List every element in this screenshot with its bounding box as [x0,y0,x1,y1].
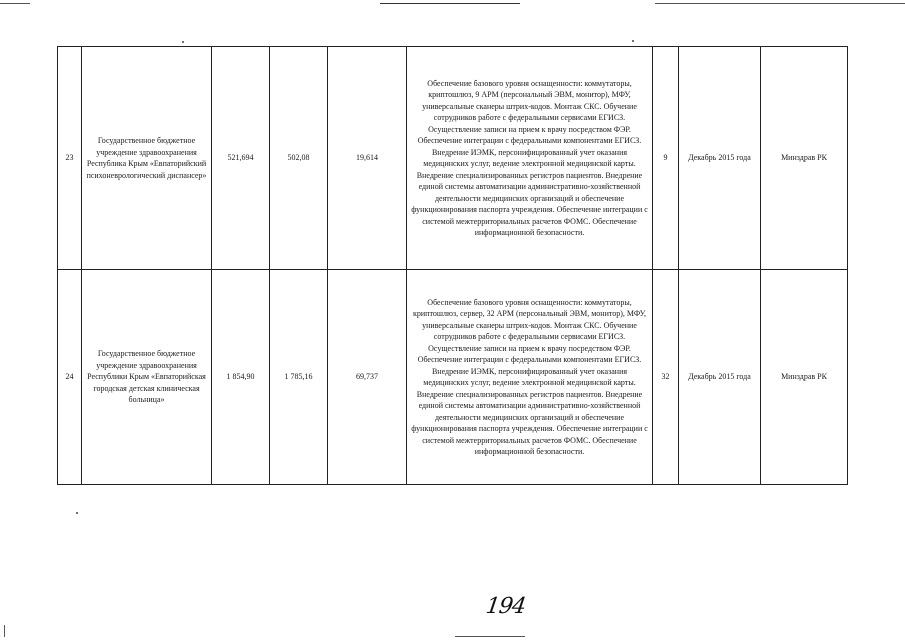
total-amount: 1 854,90 [212,270,270,485]
other-amount: 19,614 [328,47,407,270]
budget-amount: 1 785,16 [270,270,328,485]
budget-amount: 502,08 [270,47,328,270]
page-number: 194 [484,594,527,619]
scan-speck [632,40,634,42]
row-number: 23 [58,47,82,270]
workstation-count: 32 [653,270,679,485]
scan-line [655,3,905,4]
deadline: Декабрь 2015 года [679,270,761,485]
other-amount: 69,737 [328,270,407,485]
workstation-count: 9 [653,47,679,270]
document-table [57,46,848,485]
responsible-body: Минздрав РК [761,47,848,270]
scan-speck [76,512,78,514]
row-number: 24 [58,270,82,485]
deadline: Декабрь 2015 года [679,47,761,270]
scan-line [0,3,30,4]
table-row [58,47,848,270]
scan-line [455,636,525,637]
table-row [58,270,848,485]
scan-speck [182,41,184,43]
scan-line [380,3,520,4]
scan-line [4,625,5,637]
measures-description: Обеспечение базового уровня оснащенности: коммутаторы, криптошлюз, сервер, 32 АРМ (персональный ЭВМ, монитор), МФУ, универсальные сканеры штрих-кодов. Монтаж СКС. Обучение сотрудников работе с федеральными сервисами ЕГИСЗ. Осуществление записи на прием к врачу посредством ФЭР. Обеспечение интеграции с федеральными компонентами ЕГИСЗ. Внедрение ИЭМК, персонифицированный учет оказания медицинских услуг, ведение электронной медицинской карты. Внедрение специализированных регистров пациентов. Внедрение единой системы автоматизации административно-хозяйственной деятельности медицинских организаций и обеспечение функционирования паспорта учреждения. Обеспечение интеграции с системой межтерриториальных расчетов ФОМС. Обеспечение информационной безопасности. [407,270,653,485]
institution-name: Государственное бюджетное учреждение здравоохранения Республика Крым «Евпаторийский психоневрологический диспансер» [82,47,212,270]
measures-description: Обеспечение базового уровня оснащенности: коммутаторы, криптошлюз, 9 АРМ (персональный ЭВМ, монитор), МФУ, универсальные сканеры штрих-кодов. Монтаж СКС. Обучение сотрудников работе с федеральными сервисами ЕГИСЗ. Осуществление записи на прием к врачу посредством ФЭР. Обеспечение интеграции с федеральными компонентами ЕГИСЗ. Внедрение ИЭМК, персонифицированный учет оказания медицинских услуг, ведение электронной медицинской карты. Внедрение специализированных регистров пациентов. Внедрение единой системы автоматизации административно-хозяйственной деятельности медицинских организаций и обеспечение функционирования паспорта учреждения. Обеспечение интеграции с системой межтерриториальных расчетов ФОМС. Обеспечение информационной безопасности. [407,47,653,270]
total-amount: 521,694 [212,47,270,270]
institution-name: Государственное бюджетное учреждение здравоохранения Республики Крым «Евпаторийская городская детская клиническая больница» [82,270,212,485]
responsible-body: Минздрав РК [761,270,848,485]
